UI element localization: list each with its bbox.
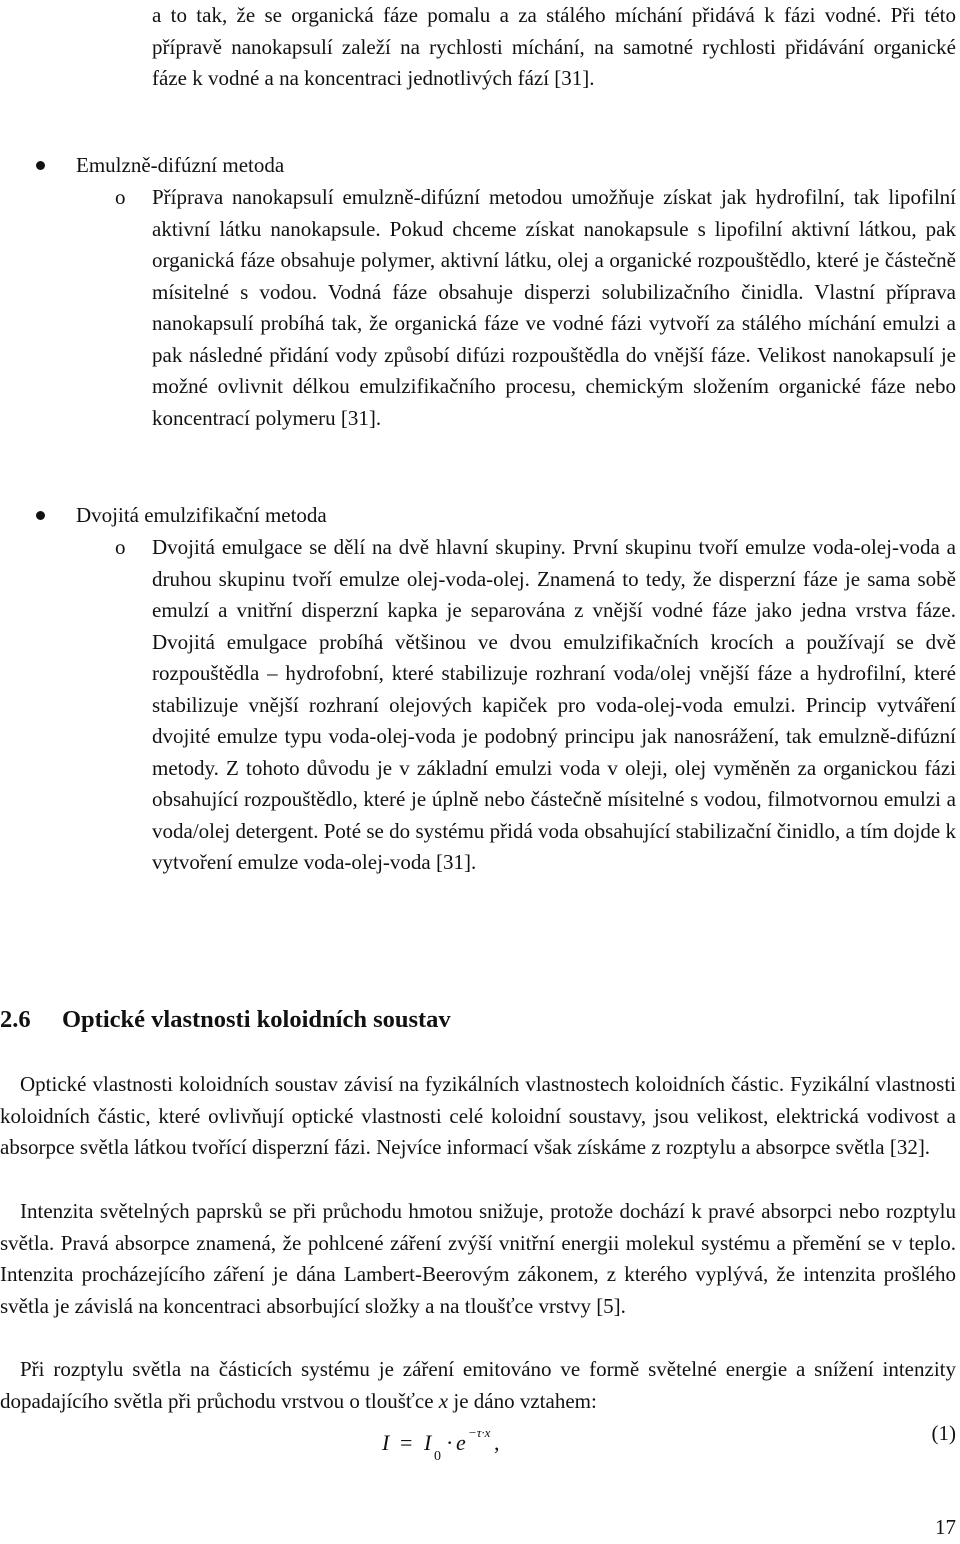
body-paragraph-last	[0, 1354, 956, 1417]
equation-equals: =	[400, 1430, 413, 1455]
sub-bullet-text: Příprava nanokapsulí emulzně-difúzní metodou umožňuje získat jak hydrofilní, tak lipofilní aktivní látku nanokapsule. Pokud chceme získat nanokapsule s lipofilní aktivní látkou, pak organická fáze obsahuje polymer, aktivní látku, olej a organické rozpouštědlo, které je částečně mísitelné s vodou. Vodná fáze obsahuje disperzi solubilizačního činidla. Vlastní příprava nanokapsulí probíhá tak, že organická fáze ve vodné fázi vytvoří za stálého míchání emulzi a pak následné přidání vody způsobí difúzi rozpouštědla do vnější fáze. Velikost nanokapsulí je možné ovlivnit délkou emulzifikačního procesu, chemickým složením organické fáze nebo koncentrací polymeru [31].	[152, 185, 956, 430]
equation-comma: ,	[494, 1430, 500, 1455]
bullet-label: Emulzně-difúzní metoda	[76, 153, 285, 177]
paragraph-text: Při rozptylu světla na částicích systému je záření emitováno ve formě světelné energie a snížení intenzity dopadajícího světla při průchodu vrstvou o tloušťce	[0, 1357, 956, 1413]
equation-i0-subscript: 0	[434, 1449, 441, 1464]
section-heading	[0, 1004, 451, 1036]
section-title: Optické vlastnosti koloidních soustav	[62, 1006, 451, 1033]
bullet-label: Dvojitá emulzifikační metoda	[76, 503, 327, 527]
section-number: 2.6	[0, 1006, 31, 1033]
variable-x: x	[438, 1388, 449, 1413]
sub-bullet-text: Dvojitá emulgace se dělí na dvě hlavní skupiny. První skupinu tvoří emulze voda-olej-voda a druhou skupinu tvoří emulze olej-voda-olej. Znamená to tedy, že disperzní fáze je sama sobě emulzí a vnitřní disperzní kapka je separována z vnější vodné fáze jako jedna vrstva fáze. Dvojitá emulgace probíhá většinou ve dvou emulzifikačních krocích a používají se dvě rozpouštědla – hydrofobní, které stabilizuje rozhraní voda/olej vnější fáze a hydrofilní, které stabilizuje vnější rozhraní olejových kapiček pro voda-olej-voda emulzi. Princip vytváření dvojité emulze typu voda-olej-voda je podobný principu jak nanosrážení, tak emulzně-difúzní metody. Z tohoto důvodu je v základní emulzi voda v oleji, olej vyměněn za organickou fázi obsahující rozpouštědlo, které je úplně nebo částečně mísitelné s vodou, filmotvornou emulzi a voda/olej detergent. Poté se do systému přidá voda obsahující stabilizační činidlo, a tím dojde k vytvoření emulze voda-olej-voda [31].	[152, 535, 956, 874]
bullet-dot-icon	[36, 161, 45, 170]
equation-dot: ·	[446, 1430, 454, 1455]
sub-bullet-marker: o	[115, 535, 126, 559]
equation-exponent: −τ·x	[468, 1425, 491, 1440]
equation-lhs: I	[382, 1430, 390, 1455]
equation	[382, 1417, 582, 1464]
paragraph-text: je dáno vztahem:	[448, 1388, 597, 1413]
equation-e: e	[456, 1430, 466, 1455]
page-number: 17	[935, 1515, 956, 1539]
bullet-dot-icon	[36, 511, 45, 520]
body-paragraph: Optické vlastnosti koloidních soustav závisí na fyzikálních vlastnostech koloidních částic. Fyzikální vlastnosti koloidních částic, které ovlivňují optické vlastnosti celé koloidní soustavy, jsou velikost, elektrická vodivost a absorpce světla látkou tvořící disperzní fázi. Nejvíce informací však získáme z rozptylu a absorpce světla [32].	[0, 1072, 956, 1159]
intro-paragraph: a to tak, že se organická fáze pomalu a za stálého míchání přidává k fázi vodné. Při této přípravě nanokapsulí zaleží na rychlosti míchání, na samotné rychlosti přidávání organické fáze k vodné a na koncentraci jednotlivých fází [31].	[152, 3, 956, 90]
sub-bullet-marker: o	[115, 185, 126, 209]
equation-i0-base: I	[424, 1430, 432, 1455]
equation-number: (1)	[931, 1421, 956, 1445]
body-paragraph: Intenzita světelných paprsků se při průchodu hmotou snižuje, protože dochází k pravé absorpci nebo rozptylu světla. Pravá absorpce znamená, že pohlcené záření zvýší vnitřní energii molekul systému a přemění se v teplo. Intenzita procházejícího záření je dána Lambert-Beerovým zákonem, z kterého vyplývá, že intenzita prošlého světla je závislá na koncentraci absorbující složky a na tloušťce vrstvy [5].	[0, 1199, 956, 1318]
